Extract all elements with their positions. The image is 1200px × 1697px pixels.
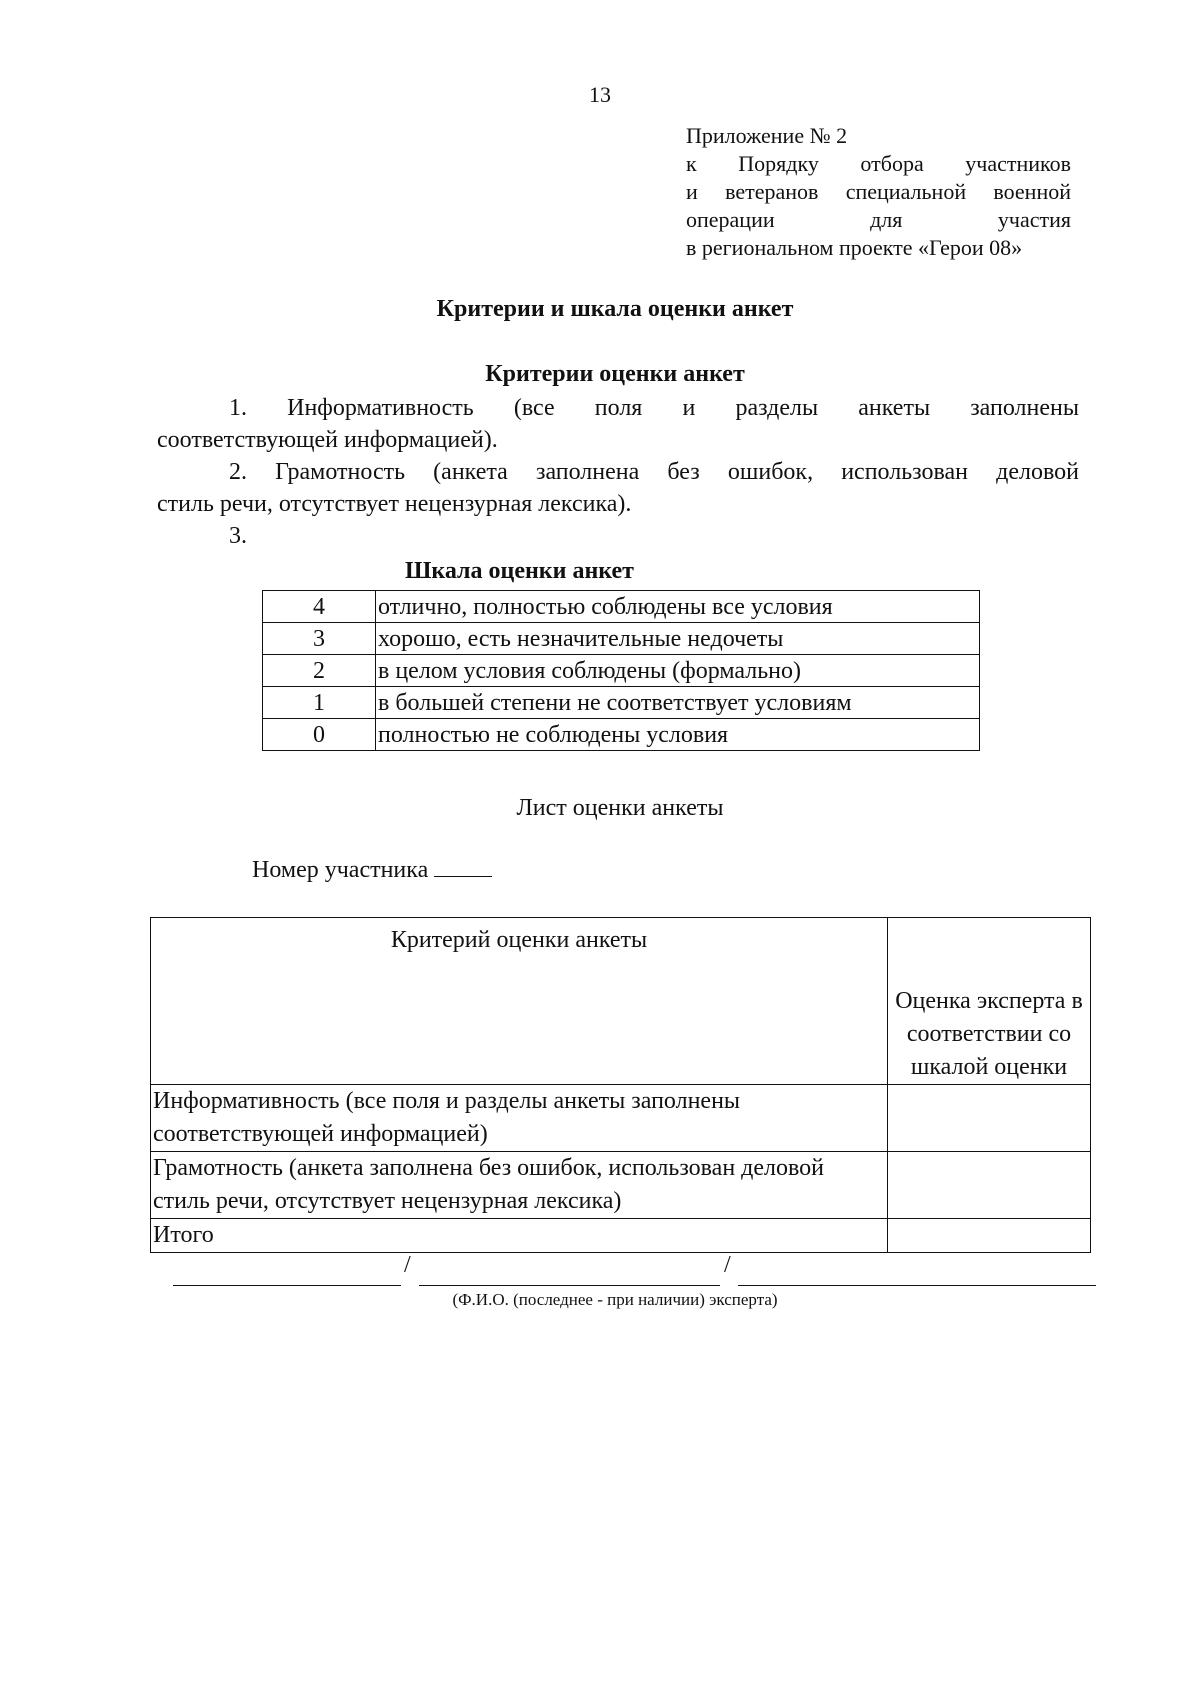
participant-number-row — [252, 854, 492, 884]
scale-description: отлично, полностью соблюдены все условия — [376, 591, 980, 623]
scale-row — [263, 719, 980, 751]
appendix-line: и ветеранов специальной военной — [686, 179, 1071, 204]
signature-line[interactable] — [173, 1283, 401, 1286]
appendix-line: к Порядку отбора участников — [686, 151, 1071, 176]
evaluation-table — [150, 917, 1091, 1253]
sheet-title: Лист оценки анкеты — [516, 795, 724, 821]
scale-row — [263, 655, 980, 687]
appendix-block — [686, 122, 1071, 262]
signature-line[interactable] — [738, 1283, 1096, 1286]
evaluation-total-row — [151, 1219, 1091, 1253]
criteria-item-1-line: 1. Информативность (все поля и разделы анкеты заполнены — [229, 395, 1079, 421]
score-cell[interactable] — [888, 1152, 1091, 1219]
appendix-line: операции для участия — [686, 207, 1071, 232]
scale-description: в большей степени не соответствует условиям — [376, 687, 980, 719]
criterion-cell: Грамотность (анкета заполнена без ошибок, использован деловой стиль речи, отсутствует нецензурная лексика) — [151, 1152, 888, 1219]
signature-line[interactable] — [419, 1283, 720, 1286]
appendix-line: Приложение № 2 — [686, 123, 848, 148]
scale-description: полностью не соблюдены условия — [376, 719, 980, 751]
criteria-item-2-line: стиль речи, отсутствует нецензурная лексика). — [157, 491, 632, 517]
scale-score: 3 — [263, 623, 376, 655]
criteria-item-2-line: 2. Грамотность (анкета заполнена без ошибок, использован деловой — [229, 459, 1079, 485]
criteria-list — [157, 392, 1079, 552]
scale-row — [263, 687, 980, 719]
scale-score: 1 — [263, 687, 376, 719]
scale-score: 2 — [263, 655, 376, 687]
signature-separator: / — [404, 1252, 411, 1278]
signature-caption: (Ф.И.О. (последнее - при наличии) эксперта) — [452, 1290, 778, 1309]
evaluation-header-row — [151, 918, 1091, 1085]
criterion-cell: Информативность (все поля и разделы анкеты заполнены соответствующей информацией) — [151, 1085, 888, 1152]
participant-number-field[interactable] — [434, 854, 492, 877]
score-cell[interactable] — [888, 1085, 1091, 1152]
main-title: Критерии и шкала оценки анкет — [436, 296, 794, 322]
scale-table — [262, 590, 980, 751]
score-header: Оценка эксперта в соответствии со шкалой оценки — [888, 918, 1091, 1085]
scale-description: в целом условия соблюдены (формально) — [376, 655, 980, 687]
scale-score: 0 — [263, 719, 376, 751]
criteria-item-1-line: соответствующей информацией). — [157, 427, 498, 453]
scale-row — [263, 591, 980, 623]
evaluation-row — [151, 1152, 1091, 1219]
total-score-cell[interactable] — [888, 1219, 1091, 1253]
appendix-line: в региональном проекте «Герои 08» — [686, 235, 1023, 260]
page-number: 13 — [589, 82, 611, 107]
total-label: Итого — [151, 1219, 888, 1253]
scale-row — [263, 623, 980, 655]
scale-description: хорошо, есть незначительные недочеты — [376, 623, 980, 655]
evaluation-row — [151, 1085, 1091, 1152]
criterion-header: Критерий оценки анкеты — [151, 918, 888, 1085]
scale-score: 4 — [263, 591, 376, 623]
participant-number-label: Номер участника — [252, 857, 429, 883]
signature-separator: / — [724, 1252, 731, 1278]
scale-title: Шкала оценки анкет — [405, 558, 634, 584]
criteria-item-3: 3. — [229, 523, 247, 549]
criteria-title: Критерии оценки анкет — [485, 361, 745, 387]
